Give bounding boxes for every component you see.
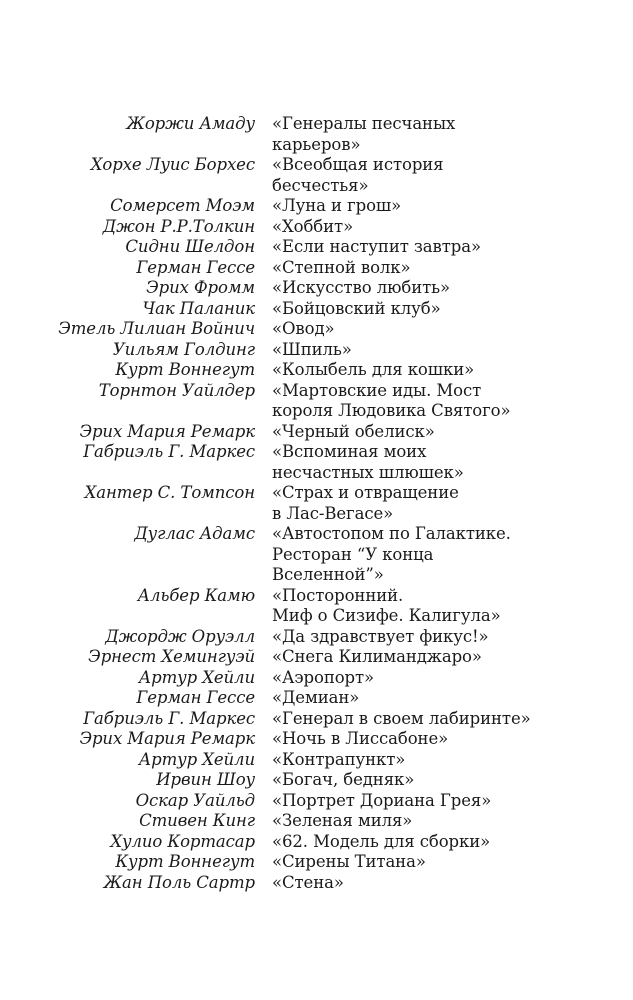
book-title-line: «Если наступит завтра» <box>272 237 481 256</box>
book-title <box>272 278 507 299</box>
list-item <box>0 442 633 483</box>
list-item <box>0 114 633 155</box>
book-title-line: «Шпиль» <box>272 339 352 359</box>
author-name: Эрих Мария Ремарк <box>79 729 255 748</box>
list-item <box>0 155 633 196</box>
book-title-line: «Снега Килиманджаро» <box>272 647 482 666</box>
book-title-line: Ресторан “У конца <box>272 544 434 564</box>
book-title-line: «Мартовские иды. Мост <box>272 380 482 400</box>
book-title-line: «Посторонний. <box>272 585 404 605</box>
author-name: Уильям Голдинг <box>112 339 255 359</box>
list-item <box>0 832 633 853</box>
list-item <box>0 873 633 894</box>
author-name: Эрнест Хемингуэй <box>88 647 255 666</box>
book-title-line: Миф о Сизифе. Калигула» <box>272 606 501 625</box>
book-title <box>272 852 507 873</box>
book-title <box>272 237 507 258</box>
author-name: Эрих Фромм <box>146 278 255 297</box>
book-title <box>272 258 507 279</box>
book-title <box>272 708 531 730</box>
book-title <box>272 442 507 483</box>
author-name: Эрих Мария Ремарк <box>79 421 255 441</box>
book-title <box>272 750 507 771</box>
book-title <box>272 422 507 443</box>
list-item <box>0 196 633 217</box>
book-title-line: «Овод» <box>272 319 335 338</box>
book-title-line: «Колыбель для кошки» <box>272 360 475 379</box>
list-item <box>0 688 633 709</box>
list-item <box>0 750 633 771</box>
book-title-line: «Страх и отвращение <box>272 483 459 502</box>
book-title-line: «Искусство любить» <box>272 278 451 297</box>
book-title-line: «Зеленая миля» <box>272 811 413 830</box>
book-title <box>272 483 507 524</box>
author-name: Альбер Камю <box>137 585 255 605</box>
list-item <box>0 237 633 258</box>
author-name: Жоржи Амаду <box>126 114 255 133</box>
author-name: Оскар Уайльд <box>135 790 255 810</box>
author-name: Герман Гессе <box>136 257 255 277</box>
book-title <box>272 114 507 155</box>
author-name: Джон Р.Р.Толкин <box>102 216 255 236</box>
author-name: Сомерсет Моэм <box>110 196 255 215</box>
list-item <box>0 299 633 320</box>
list-item <box>0 360 633 381</box>
author-name: Торнтон Уайлдер <box>98 380 255 400</box>
book-title <box>272 319 507 340</box>
author-name: Джордж Оруэлл <box>105 626 255 646</box>
list-item <box>0 422 633 443</box>
book-title <box>272 791 507 812</box>
author-name: Дуглас Адамс <box>134 524 255 543</box>
book-title-line: «Хоббит» <box>272 216 354 236</box>
book-title-line: «Да здравствует фикус!» <box>272 626 489 646</box>
book-title <box>272 360 507 381</box>
author-name: Ирвин Шоу <box>156 770 255 789</box>
book-title-line: «Контрапункт» <box>272 749 406 769</box>
list-item <box>0 524 633 586</box>
list-item <box>0 258 633 279</box>
book-title-line: «Вспоминая моих <box>272 442 427 461</box>
book-title-line: «Бойцовский клуб» <box>272 298 441 318</box>
book-title-line: «62. Модель для сборки» <box>272 831 491 851</box>
list-item <box>0 483 633 524</box>
author-name: Курт Воннегут <box>115 852 255 871</box>
book-title <box>272 380 511 422</box>
book-list <box>0 114 633 893</box>
book-title <box>272 873 507 894</box>
list-item <box>0 729 633 750</box>
list-item <box>0 770 633 791</box>
list-item <box>0 586 633 627</box>
book-title-line: «Ночь в Лиссабоне» <box>272 729 449 748</box>
list-item <box>0 278 633 299</box>
list-item <box>0 668 633 689</box>
author-name: Хорхе Луис Борхес <box>90 155 255 174</box>
author-name: Артур Хейли <box>138 667 255 687</box>
author-name: Курт Воннегут <box>115 360 255 379</box>
list-item <box>0 647 633 668</box>
book-title <box>272 688 507 709</box>
book-title <box>272 299 507 320</box>
book-title <box>272 196 507 217</box>
book-title <box>272 668 507 689</box>
book-title <box>272 647 507 668</box>
book-title <box>272 217 507 238</box>
author-name: Стивен Кинг <box>139 811 255 830</box>
book-title-line: «Черный обелиск» <box>272 421 435 441</box>
book-title <box>272 832 507 853</box>
book-title <box>272 340 507 361</box>
book-title-line: «Генералы песчаных <box>272 114 456 133</box>
author-name: Герман Гессе <box>136 688 255 707</box>
author-name: Сидни Шелдон <box>125 237 255 256</box>
author-name: Жан Поль Сартр <box>103 872 255 892</box>
list-item <box>0 791 633 812</box>
list-item <box>0 709 633 730</box>
book-title-line: «Аэропорт» <box>272 667 375 687</box>
book-title-line: «Стена» <box>272 872 344 892</box>
book-title-line: короля Людовика Святого» <box>272 401 511 420</box>
book-title-line: «Демиан» <box>272 688 360 707</box>
list-item <box>0 811 633 832</box>
book-title-line: «Автостопом по Галактике. <box>272 524 511 543</box>
book-title-line: «Портрет Дориана Грея» <box>272 790 492 810</box>
book-title <box>272 770 507 791</box>
author-name: Артур Хейли <box>138 749 255 769</box>
list-item <box>0 340 633 361</box>
list-item <box>0 852 633 873</box>
author-name: Габриэль Г. Маркес <box>83 708 255 728</box>
book-title-line: карьеров» <box>272 134 361 154</box>
list-item <box>0 381 633 422</box>
book-title <box>272 524 511 586</box>
book-title <box>272 729 507 750</box>
book-title-line: в Лас-Вегасе» <box>272 503 394 523</box>
list-item <box>0 217 633 238</box>
author-name: Хантер С. Томпсон <box>84 483 255 502</box>
book-title <box>272 155 507 196</box>
list-item <box>0 627 633 648</box>
book-title-line: «Степной волк» <box>272 257 411 277</box>
book-title-line: Вселенной”» <box>272 565 384 584</box>
book-title-line: бесчестья» <box>272 175 369 195</box>
author-name: Чак Паланик <box>142 298 255 318</box>
book-title-line: «Генерал в своем лабиринте» <box>272 708 531 728</box>
book-title-line: «Всеобщая история <box>272 155 444 174</box>
book-title-line: «Богач, бедняк» <box>272 770 415 789</box>
list-item <box>0 319 633 340</box>
book-title-line: «Луна и грош» <box>272 196 402 215</box>
book-title-line: несчастных шлюшек» <box>272 462 464 482</box>
book-title <box>272 627 507 648</box>
author-name: Этель Лилиан Войнич <box>58 319 255 338</box>
book-title-line: «Сирены Титана» <box>272 852 426 871</box>
book-title <box>272 811 507 832</box>
author-name: Хулио Кортасар <box>110 831 255 851</box>
author-name: Габриэль Г. Маркес <box>83 442 255 461</box>
book-title <box>272 586 507 627</box>
